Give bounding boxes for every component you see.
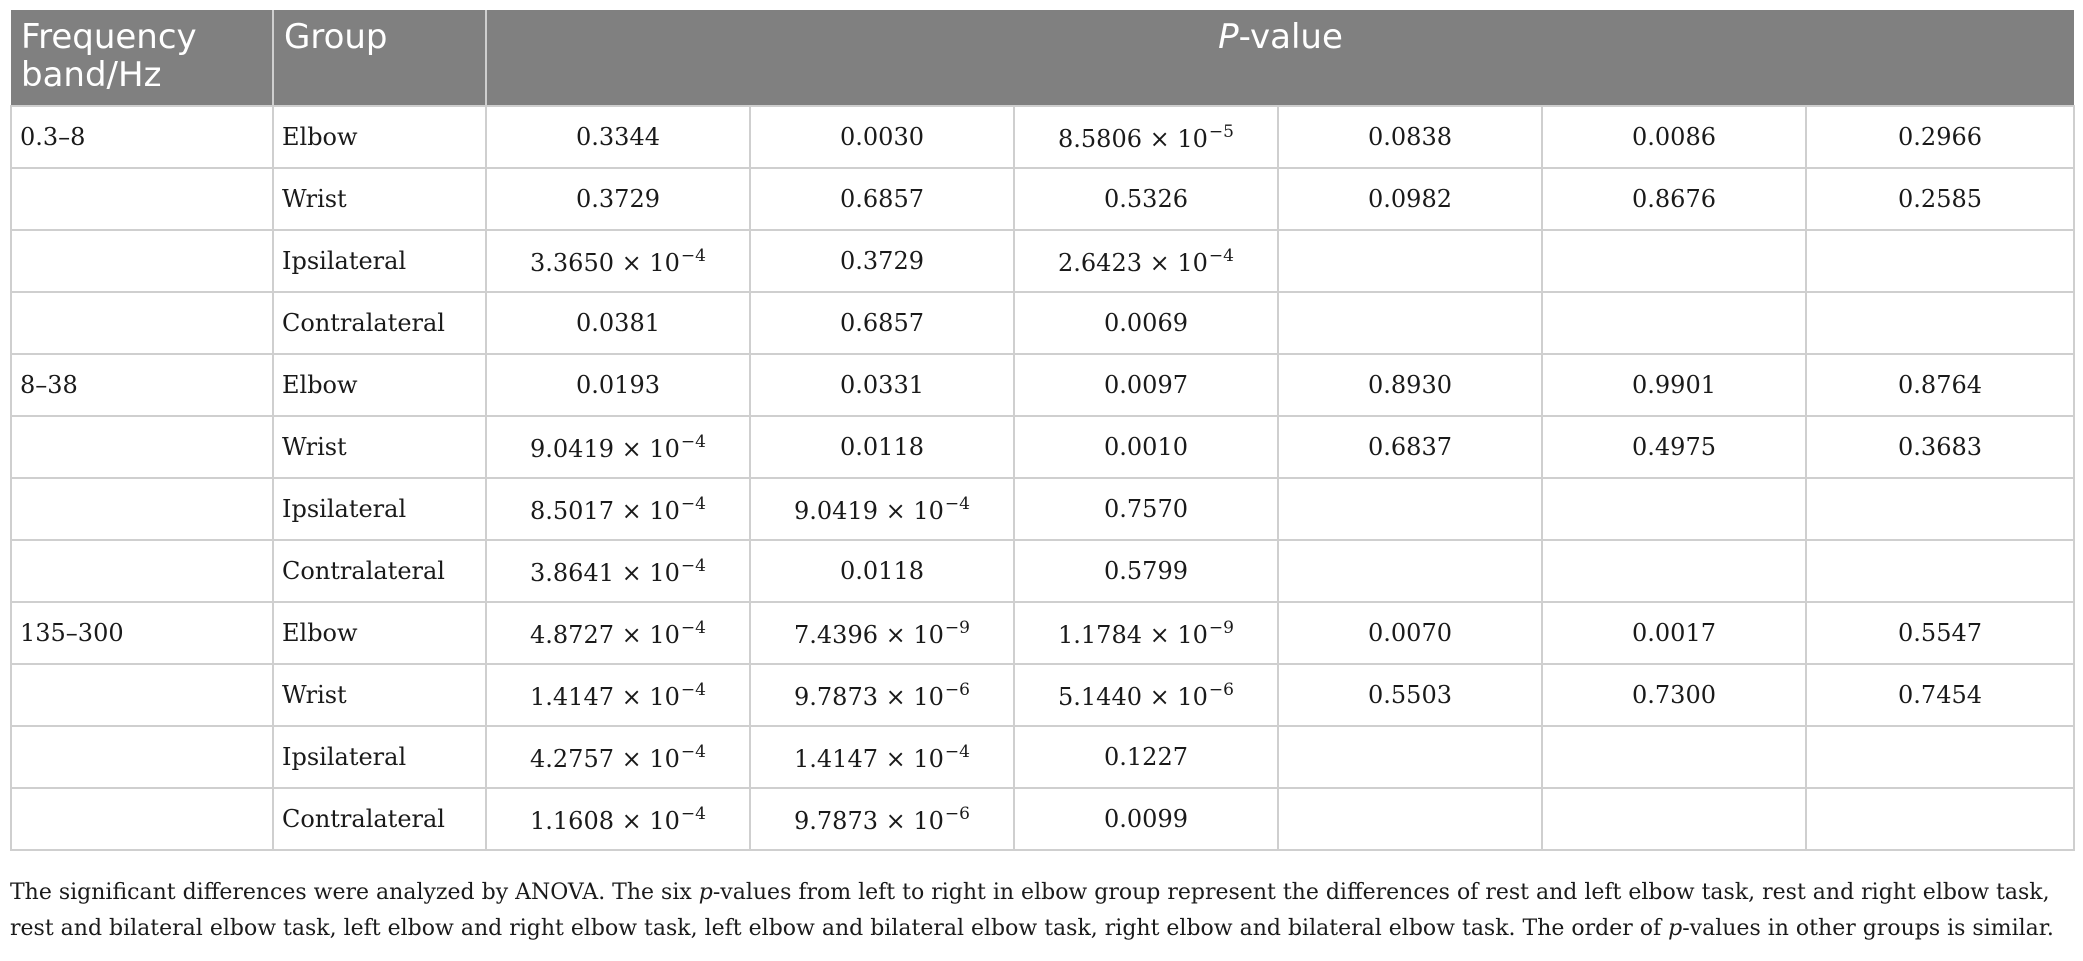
p-value-cell (1014, 726, 1278, 788)
p-value-mantissa: 9.7873 × 10 (794, 682, 944, 711)
p-value-mantissa: 0.7570 (1104, 495, 1188, 523)
p-value-cell (750, 292, 1014, 354)
footnote-part-3: -values in other groups is similar. (1682, 916, 2054, 941)
p-value-cell (1806, 788, 2074, 850)
p-value-mantissa: 0.5503 (1368, 681, 1452, 709)
p-value-cell (1014, 540, 1278, 602)
frequency-band-cell (11, 416, 273, 478)
table-row (11, 602, 2074, 664)
p-value-cell (1806, 230, 2074, 292)
p-value-cell (486, 788, 750, 850)
p-value-mantissa: 0.0838 (1368, 123, 1452, 151)
p-value-mantissa: 9.0419 × 10 (794, 496, 944, 525)
frequency-band-cell: 0.3–8 (11, 106, 273, 168)
p-value-mantissa: 0.0017 (1632, 619, 1716, 647)
p-value-mantissa: 0.0118 (840, 433, 924, 461)
p-value-cell (750, 788, 1014, 850)
results-table-container (10, 10, 2073, 851)
frequency-band-cell (11, 168, 273, 230)
p-value-cell (1014, 664, 1278, 726)
group-cell: Contralateral (273, 788, 486, 850)
p-value-cell (1014, 788, 1278, 850)
p-value-cell (1278, 416, 1542, 478)
header-p-italic: P (1218, 17, 1239, 57)
p-value-mantissa: 0.0118 (840, 557, 924, 585)
p-value-cell (750, 540, 1014, 602)
table-row (11, 726, 2074, 788)
table-row (11, 168, 2074, 230)
header-p-rest: -value (1238, 17, 1343, 57)
p-value-cell (1542, 230, 1806, 292)
p-value-mantissa: 0.0070 (1368, 619, 1452, 647)
p-value-cell (486, 354, 750, 416)
p-value-mantissa: 0.4975 (1632, 433, 1716, 461)
p-value-mantissa: 0.0099 (1104, 805, 1188, 833)
p-value-cell (750, 664, 1014, 726)
p-value-mantissa: 0.8764 (1898, 371, 1983, 399)
p-value-mantissa: 0.5799 (1104, 557, 1188, 585)
group-cell: Elbow (273, 354, 486, 416)
frequency-band-cell (11, 230, 273, 292)
p-value-mantissa: 8.5806 × 10 (1058, 124, 1208, 153)
p-value-cell (750, 354, 1014, 416)
header-group: Group (273, 10, 486, 106)
p-value-mantissa: 0.3344 (576, 123, 660, 151)
p-value-mantissa: 0.6837 (1368, 433, 1452, 461)
p-value-cell (1806, 726, 2074, 788)
p-value-mantissa: 0.1227 (1104, 743, 1188, 771)
p-value-cell (1278, 788, 1542, 850)
frequency-band-cell: 135–300 (11, 602, 273, 664)
p-value-cell (1542, 602, 1806, 664)
p-value-exponent: −6 (944, 803, 970, 824)
p-value-mantissa: 0.9901 (1632, 371, 1716, 399)
p-value-cell (1806, 540, 2074, 602)
p-value-cell (750, 230, 1014, 292)
p-value-mantissa: 1.4147 × 10 (794, 744, 944, 773)
p-value-cell (1806, 292, 2074, 354)
p-value-mantissa: 0.0381 (576, 309, 660, 337)
p-value-mantissa: 0.0193 (576, 371, 660, 399)
p-value-cell (1542, 788, 1806, 850)
p-value-cell (1278, 168, 1542, 230)
p-value-mantissa: 0.2585 (1898, 185, 1983, 213)
table-row (11, 416, 2074, 478)
group-cell: Ipsilateral (273, 726, 486, 788)
table-row (11, 292, 2074, 354)
frequency-band-cell (11, 726, 273, 788)
p-value-exponent: −6 (944, 679, 970, 700)
p-value-cell (1278, 602, 1542, 664)
p-value-mantissa: 0.6857 (840, 309, 924, 337)
group-cell: Wrist (273, 664, 486, 726)
p-value-mantissa: 0.0331 (840, 371, 924, 399)
p-value-cell (1278, 664, 1542, 726)
p-value-cell (750, 602, 1014, 664)
p-value-cell (486, 106, 750, 168)
p-value-cell (486, 416, 750, 478)
table-body (11, 106, 2074, 850)
p-value-cell (1542, 106, 1806, 168)
p-value-cell (486, 478, 750, 540)
p-value-mantissa: 4.2757 × 10 (530, 744, 680, 773)
group-cell: Contralateral (273, 540, 486, 602)
p-value-exponent: −6 (1208, 679, 1234, 700)
p-value-cell (1278, 106, 1542, 168)
p-value-mantissa: 0.0030 (840, 123, 924, 151)
p-value-mantissa: 1.1608 × 10 (530, 806, 680, 835)
p-value-cell (1542, 726, 1806, 788)
p-value-cell (1278, 478, 1542, 540)
table-row (11, 540, 2074, 602)
group-cell: Wrist (273, 416, 486, 478)
frequency-band-cell (11, 540, 273, 602)
frequency-band-cell (11, 478, 273, 540)
table-header-row (11, 10, 2074, 106)
p-value-exponent: −5 (1208, 121, 1234, 142)
p-value-cell (750, 168, 1014, 230)
p-value-mantissa: 0.7300 (1632, 681, 1716, 709)
p-value-mantissa: 0.0069 (1104, 309, 1188, 337)
frequency-band-cell (11, 292, 273, 354)
p-value-cell (1806, 602, 2074, 664)
table-row (11, 230, 2074, 292)
p-value-exponent: −9 (944, 617, 970, 638)
frequency-band-cell (11, 664, 273, 726)
p-value-cell (1014, 292, 1278, 354)
p-value-mantissa: 0.0982 (1368, 185, 1452, 213)
p-value-cell (486, 540, 750, 602)
p-value-cell (1278, 230, 1542, 292)
p-value-cell (1014, 478, 1278, 540)
frequency-band-cell: 8–38 (11, 354, 273, 416)
footnote-part-1: The significant differences were analyzed by ANOVA. The six (10, 880, 699, 905)
p-value-cell (1278, 726, 1542, 788)
p-value-mantissa: 0.3729 (840, 247, 924, 275)
table-row (11, 478, 2074, 540)
p-value-mantissa: 2.6423 × 10 (1058, 248, 1208, 277)
p-value-cell (1806, 664, 2074, 726)
p-value-exponent: −4 (680, 245, 706, 266)
p-value-cell (1014, 168, 1278, 230)
p-value-cell (486, 726, 750, 788)
p-value-cell (1542, 354, 1806, 416)
p-value-cell (1542, 540, 1806, 602)
p-value-cell (1542, 664, 1806, 726)
footnote-italic-p-2: p (1668, 916, 1683, 941)
p-value-mantissa: 3.8641 × 10 (530, 558, 680, 587)
p-value-mantissa: 1.1784 × 10 (1058, 620, 1208, 649)
p-value-cell (1806, 478, 2074, 540)
p-value-mantissa: 7.4396 × 10 (794, 620, 944, 649)
table-row (11, 354, 2074, 416)
p-value-exponent: −4 (944, 493, 970, 514)
p-value-cell (486, 168, 750, 230)
p-value-mantissa: 5.1440 × 10 (1058, 682, 1208, 711)
p-value-mantissa: 0.3683 (1898, 433, 1983, 461)
p-value-cell (1278, 540, 1542, 602)
table-footnote (10, 875, 2073, 947)
p-value-cell (1542, 416, 1806, 478)
p-value-cell (1806, 106, 2074, 168)
p-value-cell (1806, 168, 2074, 230)
p-value-cell (486, 230, 750, 292)
group-cell: Elbow (273, 602, 486, 664)
p-value-table (10, 10, 2075, 851)
group-cell: Contralateral (273, 292, 486, 354)
p-value-mantissa: 0.0010 (1104, 433, 1188, 461)
p-value-mantissa: 0.5326 (1104, 185, 1188, 213)
p-value-mantissa: 0.8676 (1632, 185, 1716, 213)
p-value-exponent: −4 (680, 803, 706, 824)
p-value-cell (1278, 354, 1542, 416)
p-value-cell (1014, 602, 1278, 664)
p-value-exponent: −4 (680, 555, 706, 576)
p-value-exponent: −4 (680, 431, 706, 452)
p-value-cell (1806, 354, 2074, 416)
p-value-cell (750, 726, 1014, 788)
p-value-mantissa: 3.3650 × 10 (530, 248, 680, 277)
header-p-value (486, 10, 2074, 106)
p-value-mantissa: 9.0419 × 10 (530, 434, 680, 463)
p-value-exponent: −4 (680, 617, 706, 638)
p-value-cell (1542, 168, 1806, 230)
p-value-mantissa: 0.6857 (840, 185, 924, 213)
footnote-italic-p-1: p (698, 880, 713, 905)
p-value-mantissa: 1.4147 × 10 (530, 682, 680, 711)
p-value-mantissa: 0.3729 (576, 185, 660, 213)
p-value-cell (1806, 416, 2074, 478)
table-row (11, 664, 2074, 726)
p-value-mantissa: 0.7454 (1898, 681, 1983, 709)
p-value-mantissa: 0.0097 (1104, 371, 1188, 399)
p-value-cell (750, 478, 1014, 540)
p-value-cell (486, 292, 750, 354)
p-value-cell (1014, 106, 1278, 168)
table-row (11, 788, 2074, 850)
p-value-mantissa: 0.0086 (1632, 123, 1716, 151)
p-value-mantissa: 0.8930 (1368, 371, 1452, 399)
group-cell: Wrist (273, 168, 486, 230)
p-value-cell (1014, 416, 1278, 478)
p-value-exponent: −4 (944, 741, 970, 762)
p-value-cell (1014, 354, 1278, 416)
p-value-cell (1542, 478, 1806, 540)
p-value-cell (1278, 292, 1542, 354)
p-value-exponent: −4 (680, 679, 706, 700)
p-value-mantissa: 9.7873 × 10 (794, 806, 944, 835)
group-cell: Elbow (273, 106, 486, 168)
p-value-cell (1542, 292, 1806, 354)
group-cell: Ipsilateral (273, 478, 486, 540)
p-value-exponent: −4 (680, 493, 706, 514)
table-row (11, 106, 2074, 168)
p-value-cell (1014, 230, 1278, 292)
p-value-mantissa: 0.5547 (1898, 619, 1983, 647)
p-value-cell (750, 416, 1014, 478)
group-cell: Ipsilateral (273, 230, 486, 292)
p-value-exponent: −9 (1208, 617, 1234, 638)
p-value-exponent: −4 (680, 741, 706, 762)
p-value-exponent: −4 (1208, 245, 1234, 266)
p-value-cell (486, 664, 750, 726)
p-value-mantissa: 4.8727 × 10 (530, 620, 680, 649)
p-value-cell (486, 602, 750, 664)
footnote-part-2: -values from left to right in elbow group represent the differences of rest and left elbow task, rest and right elbow task, rest and bilateral elbow task, left elbow and right elbow task, left elbow and bilateral elbow task, right elbow and bilateral elbow task. The order of (10, 880, 2050, 941)
header-frequency-band: Frequency band/Hz (11, 10, 273, 106)
p-value-mantissa: 8.5017 × 10 (530, 496, 680, 525)
p-value-mantissa: 0.2966 (1898, 123, 1983, 151)
frequency-band-cell (11, 788, 273, 850)
p-value-cell (750, 106, 1014, 168)
